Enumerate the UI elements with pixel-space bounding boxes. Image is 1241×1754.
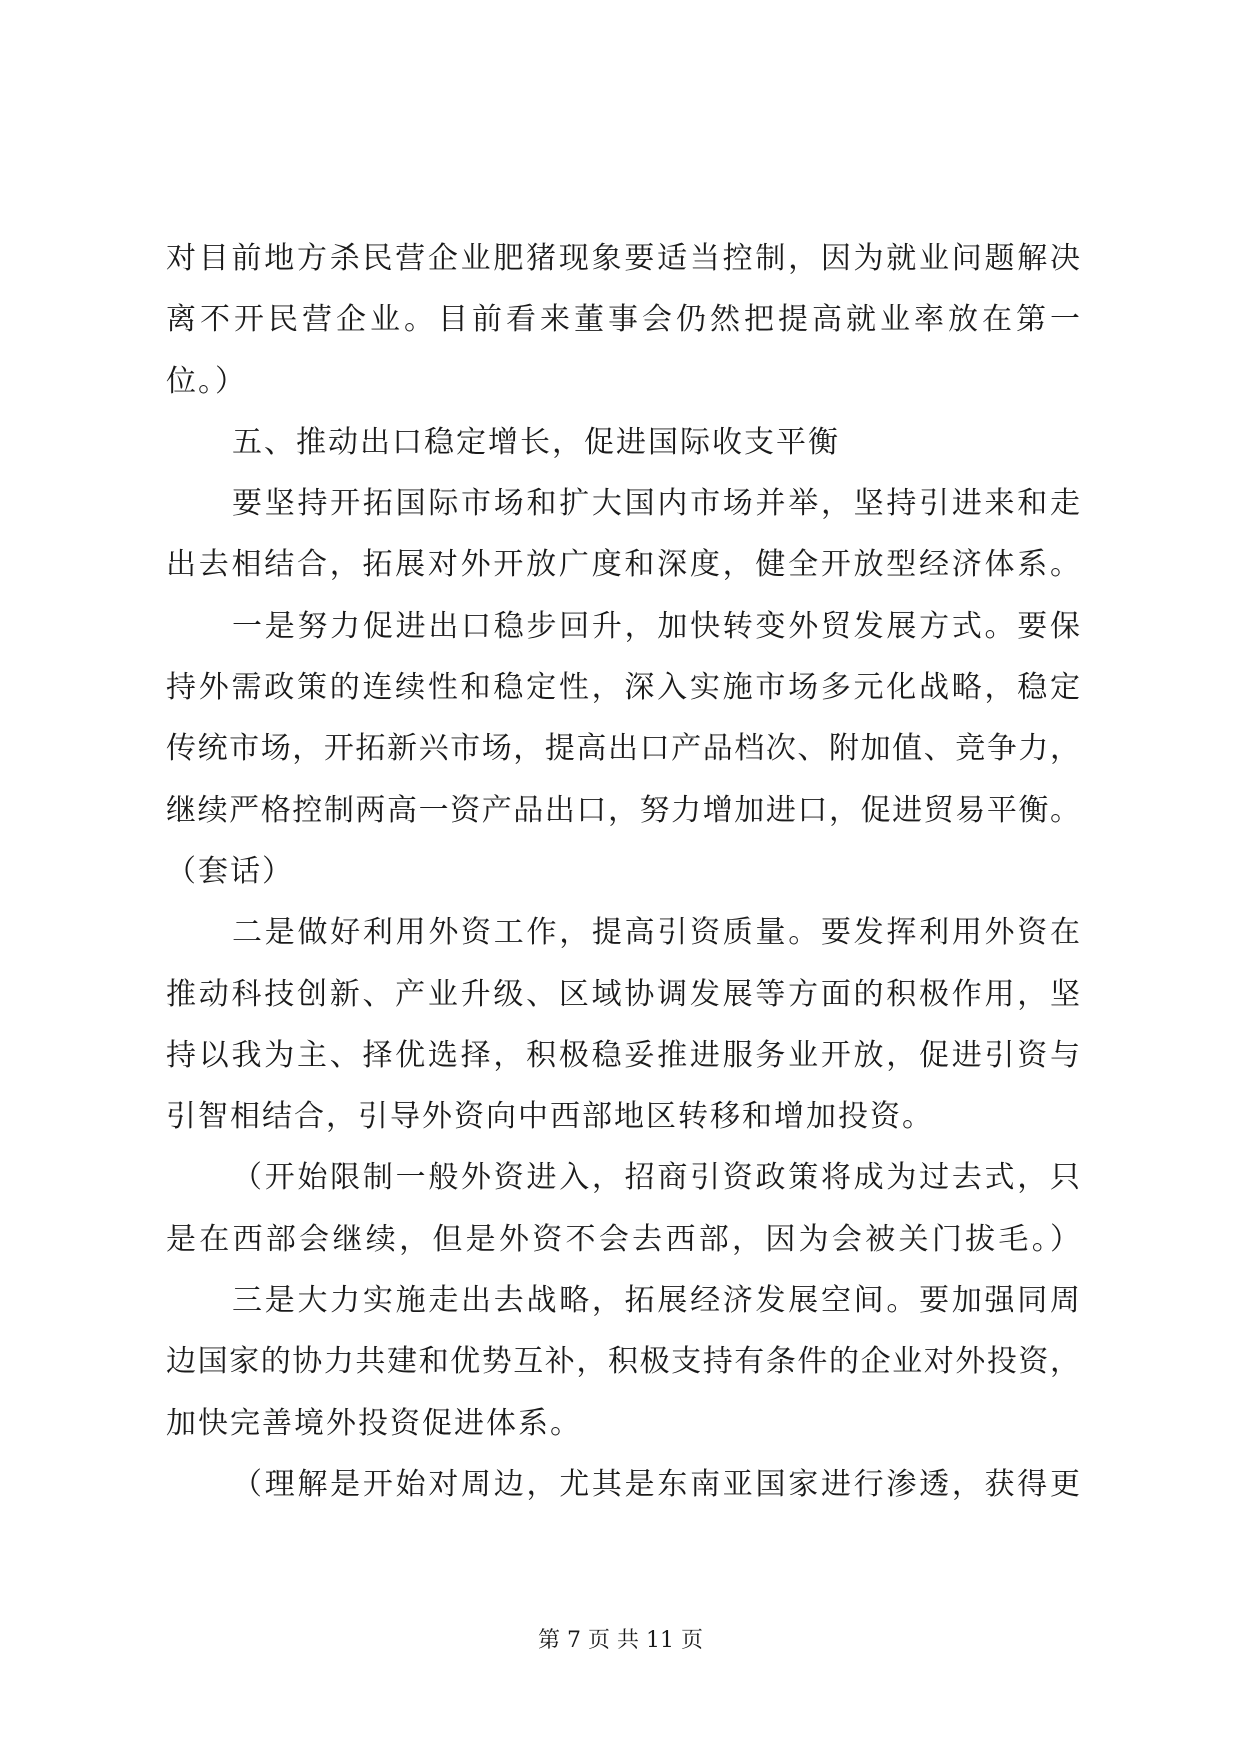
text-line: 位。） bbox=[166, 363, 247, 399]
document-body bbox=[166, 228, 1080, 1515]
text-line: （理解是开始对周边，尤其是东南亚国家进行渗透，获得更 bbox=[232, 1466, 1080, 1502]
text-line: 三是大力实施走出去战略，拓展经济发展空间。要加强同周 bbox=[232, 1283, 1080, 1319]
text-line: 要坚持开拓国际市场和扩大国内市场并举，坚持引进来和走 bbox=[232, 486, 1080, 522]
text-line: 离不开民营企业。目前看来董事会仍然把提高就业率放在第一 bbox=[166, 302, 1080, 338]
text-line: 二是做好利用外资工作，提高引资质量。要发挥利用外资在 bbox=[232, 915, 1080, 951]
text-line: 是在西部会继续，但是外资不会去西部，因为会被关门拔毛。） bbox=[166, 1221, 1080, 1257]
text-line: （套话） bbox=[166, 853, 294, 889]
page-footer bbox=[0, 1626, 1241, 1656]
text-line: 一是努力促进出口稳步回升，加快转变外贸发展方式。要保 bbox=[232, 608, 1080, 644]
text-line: 边国家的协力共建和优势互补，积极支持有条件的企业对外投资， bbox=[166, 1344, 1080, 1380]
text-line: 出去相结合，拓展对外开放广度和深度，健全开放型经济体系。 bbox=[166, 547, 1080, 583]
text-line: 五、推动出口稳定增长，促进国际收支平衡 bbox=[232, 424, 840, 460]
text-line: 传统市场，开拓新兴市场，提高出口产品档次、附加值、竞争力， bbox=[166, 731, 1080, 767]
text-line: 推动科技创新、产业升级、区域协调发展等方面的积极作用，坚 bbox=[166, 976, 1080, 1012]
text-line: （开始限制一般外资进入，招商引资政策将成为过去式，只 bbox=[232, 1160, 1080, 1196]
text-line: 对目前地方杀民营企业肥猪现象要适当控制，因为就业问题解决 bbox=[166, 241, 1080, 276]
text-line: 加快完善境外投资促进体系。 bbox=[166, 1405, 582, 1441]
page-number: 第 7 页 共 11 页 bbox=[538, 1628, 703, 1653]
text-line: 持外需政策的连续性和稳定性，深入实施市场多元化战略，稳定 bbox=[166, 670, 1080, 706]
text-line: 继续严格控制两高一资产品出口，努力增加进口，促进贸易平衡。 bbox=[166, 792, 1080, 828]
text-line: 持以我为主、择优选择，积极稳妥推进服务业开放，促进引资与 bbox=[166, 1037, 1080, 1073]
text-line: 引智相结合，引导外资向中西部地区转移和增加投资。 bbox=[166, 1099, 934, 1135]
